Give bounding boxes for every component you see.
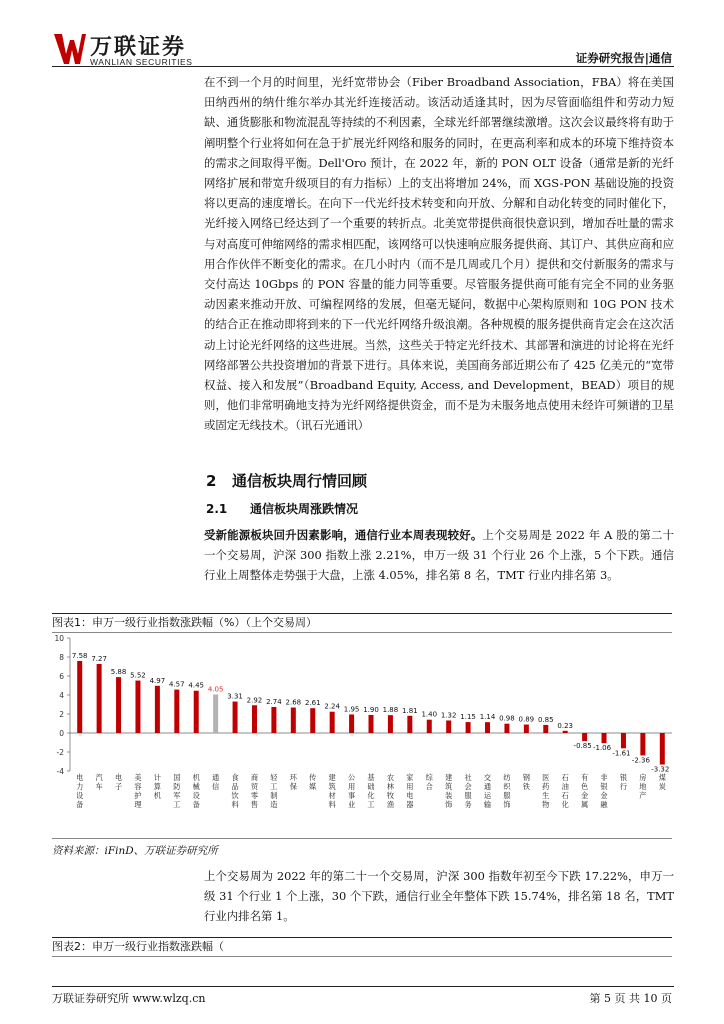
category-label: 电力设备 — [76, 773, 84, 809]
bar-value-label: 2.61 — [304, 699, 321, 708]
bar — [388, 715, 393, 733]
bar-value-label: 7.27 — [91, 654, 107, 663]
bar-value-label: 0.89 — [518, 715, 535, 724]
bar-value-label: 1.32 — [440, 711, 457, 720]
bar — [543, 725, 548, 733]
category-label: 电子 — [114, 773, 123, 791]
category-label: 非银金融 — [600, 773, 608, 809]
y-tick-label: -4 — [56, 767, 64, 776]
y-tick-label: 2 — [59, 710, 64, 719]
category-label: 纺织服饰 — [503, 773, 511, 809]
bar — [466, 722, 471, 733]
bar-value-label: 4.97 — [149, 676, 166, 685]
category-label: 综合 — [425, 773, 433, 791]
bar-value-label: 1.95 — [343, 705, 360, 714]
category-label: 有色金属 — [581, 773, 589, 809]
bar-value-label: -1.61 — [612, 749, 631, 758]
figure-1-source: 资料来源：iFinD、万联证券研究所 — [52, 838, 672, 858]
paragraph-lead-bold: 受新能源板块回升因素影响，通信行业本周表现较好。 — [204, 528, 483, 542]
bar-value-label: 1.15 — [460, 713, 476, 722]
bar — [524, 725, 529, 733]
section-heading — [206, 470, 367, 491]
y-tick-label: 4 — [59, 691, 64, 700]
footer-divider — [52, 986, 674, 987]
body-paragraph-3: 上个交易周为 2022 年的第二十一个交易周，沪深 300 指数年初至今下跌 17.22%，申万一级 31 个行业 1 个上涨，30 个下跌，通信行业全年整体下跌 15.74%，排名第 18 名，TMT 行业内排名第 1。 — [204, 869, 674, 924]
category-label: 煤炭 — [658, 773, 666, 791]
bar — [291, 708, 296, 733]
y-tick-label: 6 — [59, 672, 64, 681]
bar — [485, 722, 490, 733]
paragraph-rest: 上个交易周是 2022 年 A 股的第二十一个交易周，沪深 300 指数上涨 2.21%，申万一级 31 个行业 26 个上涨，5 个下跌。通信行业上周整体走势强于大盘，上涨 4.05%，排名第 8 名，TMT 行业内排名第 3。 — [204, 528, 674, 583]
bar — [582, 733, 587, 741]
subsection-number: 2.1 — [206, 502, 228, 516]
bar — [504, 724, 509, 733]
category-label: 汽车 — [95, 773, 103, 791]
bar — [77, 661, 82, 733]
bar — [602, 733, 607, 743]
bar — [271, 707, 276, 733]
bar-value-label: 1.40 — [421, 710, 438, 719]
category-label: 建筑装饰 — [445, 773, 453, 809]
document-type-label: 证券研究报告|通信 — [575, 51, 672, 65]
bar-value-label: 4.05 — [207, 685, 224, 694]
category-label: 美容护理 — [134, 773, 142, 809]
bar — [116, 677, 121, 733]
bar-value-label: -2.36 — [631, 756, 650, 765]
y-tick-label: 0 — [59, 729, 64, 738]
bar — [97, 664, 102, 733]
bar — [330, 712, 335, 733]
bar — [135, 681, 140, 733]
bar-value-label: 2.74 — [266, 697, 282, 706]
bar-value-label: 0.85 — [537, 715, 554, 724]
body-paragraph-1: 在不到一个月的时间里，光纤宽带协会（Fiber Broadband Association，FBA）将在美国田纳西州的纳什维尔举办其光纤连接活动。该活动适逢其时，因为尽管面临组件和劳动力短缺、通货膨胀和物流混乱等持续的不利因素，全球光纤部署继续激增。这次会议最终将有助于阐明整个行业将如何在急于扩展光纤网络和服务的同时，在更高利率和成本的环境下维持资本的需求之间取得平衡。Dell'Oro 预计，在 2022 年，新的 PON OLT 设备（通常是新的光纤网络扩展和带宽升级项目的有力指标）上的支出将增加 24%，而 XGS-PON 基础设施的投资将以更高的速度增长。在向下一代光纤技术转变和向开放、分解和自动化转变的同时催化下，光纤接入网络已经达到了一个重要的转折点。北美宽带提供商很快意识到，增加吞吐量的需求与对高度可伸缩网络的需求相匹配，该网络可以快速响应服务提供商、其订户、其供应商和应用合作伙伴不断变化的需求。在几小时内（而不是几周或几个月）提供和交付新服务的需求与交付高达 10Gbps 的 PON 容量的能力同等重要。尽管服务提供商可能有完全不同的业务驱动因素来推动开放、可编程网络的发展，但毫无疑问，数据中心架构原则和 10G PON 技术的结合正在推动即将到来的下一代光纤网络升级浪潮。各种规模的服务提供商肯定会在这次活动上讨论光纤网络的这些进展。当然，这些关于特定光纤技术、其部署和演进的讨论将在光纤网络部署公共投资增加的背景下进行。具体来说，美国商务部近期公布了 425 亿美元的“宽带权益、接入和发展”（Broadband Equity, Access, and Development，BEAD）项目的规则，他们非常明确地支持为光纤网络提供资金，而不是为未服务地点使用未经许可频谱的卫星或固定无线技术。（讯石光通讯） — [204, 75, 674, 433]
category-label: 交通运输 — [483, 773, 492, 809]
bar — [349, 714, 354, 733]
bar — [174, 690, 179, 733]
bar-value-label: 2.92 — [246, 696, 263, 705]
category-label: 农林牧渔 — [386, 773, 395, 809]
bar-value-label: 1.14 — [479, 713, 496, 722]
bar — [155, 686, 160, 733]
category-label: 传媒 — [309, 773, 317, 791]
bar-value-label: 4.45 — [188, 681, 205, 690]
subsection-heading — [206, 500, 358, 517]
bar — [213, 695, 218, 733]
bar-value-label: 4.57 — [169, 680, 185, 689]
category-label: 国防军工 — [173, 773, 181, 809]
category-label: 计算机 — [153, 773, 161, 800]
bar-value-label: 1.90 — [363, 705, 379, 714]
category-label: 机械设备 — [192, 773, 200, 809]
bar-value-label: -3.32 — [651, 765, 670, 774]
bar — [640, 733, 645, 755]
bar-value-label: 5.88 — [110, 668, 127, 677]
category-label: 公用事业 — [347, 773, 356, 809]
category-label: 建筑材料 — [328, 773, 336, 809]
figure-2-title: 图表2：申万一级行业指数涨跌幅（ — [52, 937, 672, 957]
y-tick-label: 8 — [59, 653, 64, 662]
bar-value-label: 7.58 — [71, 651, 88, 660]
category-label: 房地产 — [639, 773, 647, 800]
category-label: 通信 — [212, 773, 220, 791]
category-label: 基础化工 — [367, 773, 375, 809]
bar — [621, 733, 626, 748]
category-label: 钢铁 — [522, 773, 530, 791]
category-label: 家用电器 — [406, 773, 414, 809]
bar-value-label: 2.24 — [324, 702, 340, 711]
bar — [407, 716, 412, 733]
category-label: 商贸零售 — [250, 773, 259, 809]
footer-page-number: 第 5 页 共 10 页 — [589, 992, 672, 1005]
bar — [252, 705, 257, 733]
bar-value-label: 2.68 — [285, 698, 302, 707]
wanlian-logo-icon — [54, 32, 86, 66]
bar-value-label: -1.06 — [592, 744, 612, 753]
bar-value-label: 3.31 — [227, 692, 243, 701]
bar — [369, 715, 374, 733]
bar — [563, 731, 568, 733]
bar-value-label: 1.88 — [382, 706, 399, 715]
header-divider — [52, 66, 674, 67]
y-tick-label: -2 — [56, 748, 64, 757]
section-number: 2 — [206, 472, 217, 490]
figure-1-title: 图表1：申万一级行业指数涨跌幅（%）（上个交易周） — [52, 613, 672, 633]
bar — [310, 708, 315, 733]
category-label: 石油石化 — [561, 773, 569, 809]
bar — [194, 691, 199, 733]
category-label: 食品饮料 — [231, 773, 239, 809]
category-label: 轻工制造 — [270, 773, 278, 809]
industry-return-bar-chart — [40, 632, 680, 836]
body-paragraph-2 — [204, 525, 674, 586]
bar — [427, 720, 432, 733]
logo-chinese-name: 万联证券 — [90, 35, 187, 60]
logo-english-name: WANLIAN SECURITIES — [90, 57, 193, 67]
category-label: 环保 — [289, 773, 297, 791]
bar-value-label: 5.52 — [130, 671, 146, 680]
bar-value-label: 1.81 — [402, 706, 418, 715]
section-title: 通信板块周行情回顾 — [232, 472, 368, 490]
bar — [660, 733, 665, 765]
category-label: 银行 — [619, 773, 628, 791]
bar — [446, 720, 451, 733]
bar-value-label: 0.98 — [499, 714, 515, 723]
y-tick-label: 10 — [54, 634, 64, 643]
subsection-title: 通信板块周涨跌情况 — [250, 502, 359, 516]
bar-value-label: -0.85 — [573, 742, 592, 751]
bar — [233, 702, 238, 733]
bar-value-label: 0.23 — [557, 721, 573, 730]
category-label: 医药生物 — [542, 773, 550, 809]
category-label: 社会服务 — [464, 773, 472, 809]
company-logo — [54, 30, 194, 70]
footer-publisher: 万联证券研究所 www.wlzq.cn — [52, 992, 206, 1005]
